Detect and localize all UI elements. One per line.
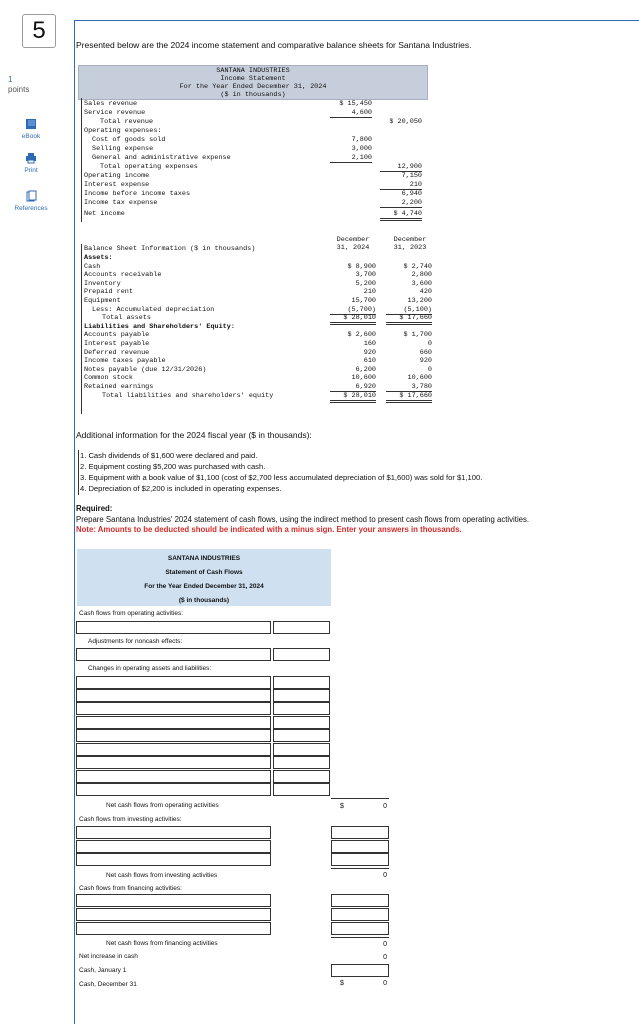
cf-amount-input[interactable] [331, 908, 389, 921]
is-label: General and administrative expense [92, 154, 231, 162]
is-total: 2,200 [380, 199, 422, 208]
bs-row-value: 6,920 [330, 383, 376, 392]
cf-amount-input[interactable] [273, 689, 330, 702]
bs-row-value: 920 [363, 348, 376, 357]
bs-col1-line: 31, 2024 [336, 244, 370, 252]
cf-label-input[interactable] [76, 853, 271, 866]
cf-amount-input[interactable] [273, 621, 330, 634]
bs-row-label: Retained earnings [84, 383, 154, 391]
info-item: 1. Cash dividends of $1,600 were declared and paid. [80, 451, 258, 460]
bs-row-label: Accounts receivable [84, 271, 162, 280]
net-operating-label: Net cash flows from operating activities [106, 802, 219, 809]
cf-amount-input[interactable] [273, 743, 330, 756]
bs-row-label: Less: Accumulated depreciation [92, 305, 215, 314]
total-rule [331, 937, 389, 938]
bs-row-value: $ 28,010 [330, 392, 376, 403]
required-text: Prepare Santana Industries' 2024 statement of cash flows, using the indirect method to present cash flows from operating activities. [76, 515, 530, 524]
investing-label: Cash flows from investing activities: [79, 816, 182, 823]
is-label: Cost of goods sold [92, 136, 166, 144]
bs-row-value: 160 [363, 340, 376, 348]
cf-label-input[interactable] [76, 922, 271, 935]
bs-row-value: $ 17,660 [386, 314, 432, 325]
bs-col2-line: 31, 2023 [393, 244, 427, 252]
cf-label-input[interactable] [76, 826, 271, 839]
bs-row-label: Equipment [84, 297, 121, 305]
bs-row-value: 15,700 [351, 297, 376, 305]
bs-row-value: $ 17,660 [386, 392, 432, 403]
cf-label-input[interactable] [76, 689, 271, 702]
operating-label: Cash flows from operating activities: [79, 610, 184, 617]
net-financing-value: 0 [383, 941, 387, 948]
bs-row-value: 10,600 [351, 374, 376, 383]
cf-label-input[interactable] [76, 894, 271, 907]
bs-row-label: Accounts payable [84, 331, 150, 340]
cf-amount-input[interactable] [273, 648, 330, 661]
bs-row-label: Total assets [102, 314, 151, 323]
net-operating-value: 0 [383, 803, 387, 810]
cf-label-input[interactable] [76, 676, 271, 689]
print-label: Print [24, 167, 38, 174]
cf-company: SANTANA INDUSTRIES [167, 555, 241, 562]
cf-label-input[interactable] [76, 621, 271, 634]
bs-title: Balance Sheet Information ($ in thousands) [84, 245, 256, 253]
bs-row-label: Liabilities and Shareholders' Equity: [84, 322, 235, 331]
bs-row-value: 3,780 [386, 383, 432, 392]
cf-label-input[interactable] [76, 716, 271, 729]
bs-row-value: 420 [419, 288, 432, 297]
cf-label-input[interactable] [76, 729, 271, 742]
header-divider [74, 20, 639, 21]
cash-jan-input[interactable] [331, 964, 389, 977]
total-rule [331, 868, 389, 869]
is-units: ($ in thousands) [220, 91, 286, 99]
info-left-rule [78, 450, 79, 495]
bs-row-value: (5,700) [330, 306, 376, 315]
cash-dec-value: 0 [383, 980, 387, 987]
cf-units: ($ in thousands) [178, 597, 230, 604]
net-financing-label: Net cash flows from financing activities [106, 940, 218, 947]
bs-row-label: Common stock [84, 374, 133, 383]
intro-text: Presented below are the 2024 income statement and comparative balance sheets for Santana Industries. [76, 40, 472, 50]
cf-title: Statement of Cash Flows [165, 569, 243, 576]
cash-jan-label: Cash, January 1 [79, 967, 127, 974]
bs-row-value: $ 28,010 [330, 314, 376, 325]
is-label: Selling expense [92, 145, 154, 153]
info-item: 2. Equipment costing $5,200 was purchased with cash. [80, 462, 266, 471]
cf-amount-input[interactable] [273, 756, 330, 769]
bs-col2-head [386, 236, 434, 252]
references-icon [25, 190, 37, 202]
is-total: 12,900 [380, 163, 422, 172]
references-button[interactable] [10, 190, 52, 226]
cf-amount-input[interactable] [331, 922, 389, 935]
is-label: Interest expense [84, 181, 150, 189]
bs-row-value: $ 2,600 [347, 331, 376, 340]
additional-info-title: Additional information for the 2024 fiscal year ($ in thousands): [76, 430, 312, 440]
cf-label-input[interactable] [76, 783, 271, 796]
cf-amount-input[interactable] [273, 729, 330, 742]
cf-amount-input[interactable] [273, 783, 330, 796]
bs-row-value: 3,700 [355, 271, 376, 280]
bs-row-label: Income taxes payable [84, 357, 166, 366]
cf-amount-input[interactable] [273, 702, 330, 715]
is-label: Income before income taxes [84, 190, 191, 198]
bs-row-value: 0 [427, 340, 432, 348]
required-note: Note: Amounts to be deducted should be indicated with a minus sign. Enter your answers in thousands. [76, 525, 462, 534]
print-button[interactable] [10, 152, 52, 188]
is-value: 4,600 [330, 109, 372, 118]
content-left-border [74, 20, 75, 1024]
references-label: References [14, 205, 48, 212]
info-item: 4. Depreciation of $2,200 is included in operating expenses. [80, 484, 282, 493]
ebook-label: eBook [21, 133, 41, 140]
bs-row-value: 0 [427, 365, 432, 374]
is-value: 3,000 [351, 145, 372, 153]
net-increase-value: 0 [383, 954, 387, 961]
is-label: Income tax expense [84, 199, 158, 207]
bs-row-value: 920 [419, 357, 432, 366]
is-total: $ 20,050 [389, 118, 422, 126]
cf-label-input[interactable] [76, 743, 271, 756]
cf-amount-input[interactable] [273, 770, 330, 783]
is-left-rule [81, 98, 82, 222]
dollar-sign: $ [340, 980, 344, 987]
is-label: Sales revenue [84, 100, 138, 108]
is-value: $ 15,450 [339, 100, 372, 108]
is-total: $ 4,740 [380, 210, 422, 221]
total-rule [331, 798, 389, 799]
printer-icon [25, 152, 37, 164]
net-increase-label: Net increase in cash [79, 953, 138, 960]
is-total: 210 [380, 181, 422, 190]
info-item: 3. Equipment with a book value of $1,100 (cost of $2,700 less accumulated depreciation of $1,600) was sold for $1,100. [80, 473, 483, 482]
bs-row-value: 210 [363, 288, 376, 297]
net-investing-label: Net cash flows from investing activities [106, 872, 218, 879]
bs-row-value: 10,600 [407, 374, 432, 383]
cf-amount-input[interactable] [331, 826, 389, 839]
question-number: 5 [22, 14, 56, 48]
bs-row-label: Cash [84, 262, 101, 271]
is-label: Net income [84, 210, 125, 218]
cf-label-input[interactable] [76, 840, 271, 853]
points-label: points [8, 85, 30, 94]
bs-row-label: Total liabilities and shareholders' equity [102, 391, 274, 400]
cf-amount-input[interactable] [273, 716, 330, 729]
cf-label-input[interactable] [76, 770, 271, 783]
cf-amount-input[interactable] [331, 894, 389, 907]
is-value: 7,800 [351, 136, 372, 144]
ebook-button[interactable] [10, 118, 52, 154]
bs-row-value: $ 8,900 [347, 262, 376, 271]
bs-row-label: Assets: [84, 254, 113, 262]
bs-row-label: Prepaid rent [84, 288, 133, 297]
is-label: Operating income [84, 172, 150, 180]
bs-row-value: (5,100) [386, 306, 432, 315]
bs-row-value: 660 [419, 348, 432, 357]
bs-row-value: 2,800 [411, 271, 432, 280]
is-total: 6,940 [401, 190, 422, 198]
is-label: Total operating expenses [100, 163, 198, 171]
bs-row-value: $ 2,740 [403, 262, 432, 271]
cf-label-input[interactable] [76, 908, 271, 921]
is-label: Service revenue [84, 109, 146, 117]
points-info [8, 75, 29, 95]
financing-label: Cash flows from financing activities: [79, 885, 182, 892]
bs-row-label: Notes payable (due 12/31/2026) [84, 365, 207, 374]
points-value: 1 [8, 75, 13, 84]
bs-row-label: Inventory [84, 279, 121, 288]
is-period: For the Year Ended December 31, 2024 [179, 83, 327, 91]
is-label: Operating expenses: [84, 127, 162, 135]
bs-row-label: Deferred revenue [84, 348, 150, 357]
cf-period: For the Year Ended December 31, 2024 [144, 583, 264, 590]
net-investing-value: 0 [383, 872, 387, 879]
bs-col1-line: December [336, 236, 370, 244]
is-label: Total revenue [100, 118, 154, 126]
dollar-sign: $ [340, 803, 344, 810]
changes-label: Changes in operating assets and liabilities: [88, 665, 212, 672]
is-subtitle: Income Statement [220, 75, 286, 83]
bs-col1-head [330, 236, 376, 252]
bs-left-rule [81, 244, 82, 414]
book-icon [25, 118, 37, 130]
cf-amount-input[interactable] [331, 840, 389, 853]
cf-label-input[interactable] [76, 648, 271, 661]
bs-row-value: $ 1,700 [403, 331, 432, 340]
bs-row-value: 6,200 [355, 365, 376, 374]
bs-row-value: 13,200 [407, 297, 432, 305]
cf-amount-input[interactable] [273, 676, 330, 689]
income-statement-header [78, 65, 428, 100]
bs-row-label: Interest payable [84, 340, 150, 348]
required-label: Required: [76, 504, 113, 513]
cf-amount-input[interactable] [331, 853, 389, 866]
cf-label-input[interactable] [76, 756, 271, 769]
is-value: 2,100 [330, 154, 372, 163]
cash-dec-label: Cash, December 31 [79, 981, 137, 988]
bs-row-value: 5,200 [355, 279, 376, 288]
cf-label-input[interactable] [76, 702, 271, 715]
is-title: SANTANA INDUSTRIES [216, 67, 290, 75]
bs-col2-line: December [393, 236, 427, 244]
bs-row-value: 610 [363, 357, 376, 366]
adjustments-label: Adjustments for noncash effects: [88, 638, 183, 645]
is-total: 7,150 [401, 172, 422, 180]
bs-row-value: 3,600 [411, 279, 432, 288]
